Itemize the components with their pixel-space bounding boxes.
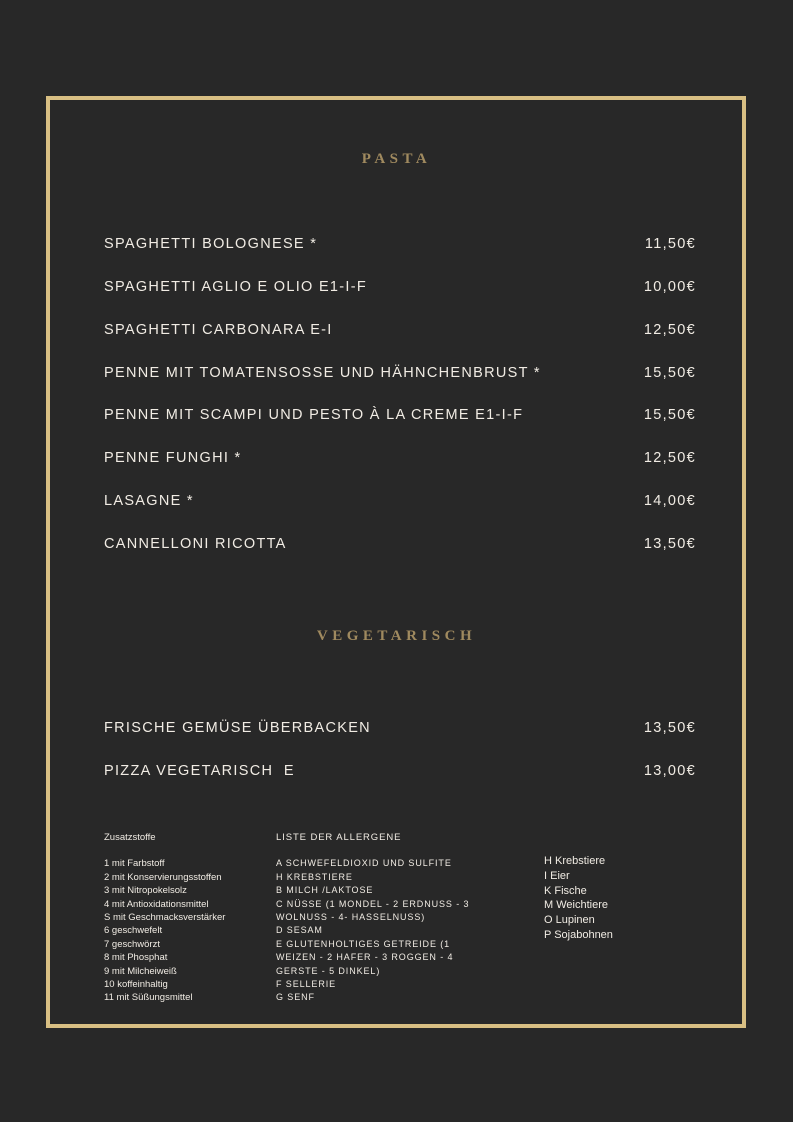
additive-line: 3 mit Nitropokelsolz <box>104 885 187 897</box>
menu-item-price: 15,50€ <box>643 407 696 423</box>
allergen-extra-line: P Sojabohnen <box>544 928 613 941</box>
allergen-line: H KREBSTIERE <box>276 871 353 882</box>
menu-item-price: 10,00€ <box>643 279 696 295</box>
additive-line: 4 mit Antioxidationsmittel <box>104 898 209 910</box>
menu-item-price: 15,50€ <box>643 365 696 381</box>
menu-item <box>104 491 696 511</box>
allergen-extra-line: O Lupinen <box>544 914 595 927</box>
menu-item <box>104 405 696 425</box>
allergen-line: WOLNUSS - 4- HASSELNUSS) <box>276 912 426 923</box>
additive-line: 11 mit Süßungsmittel <box>104 992 193 1004</box>
additives-list <box>104 831 225 1005</box>
menu-item <box>104 448 696 468</box>
allergen-title: LISTE DER ALLERGENE <box>276 832 402 843</box>
menu-item-price: 14,00€ <box>643 493 696 509</box>
additives-title: Zusatzstoffe <box>104 832 156 843</box>
additive-line: 7 geschwörzt <box>104 938 160 950</box>
allergen-extra-line: I Eier <box>544 869 570 882</box>
menu-item-price: 13,50€ <box>643 536 696 552</box>
additive-line: S mit Geschmacksverstärker <box>104 912 226 924</box>
menu-item-price: 12,50€ <box>643 322 696 338</box>
allergen-line: GERSTE - 5 DINKEL) <box>276 965 381 976</box>
allergen-extra-line: M Weichtiere <box>544 899 608 912</box>
allergen-line: G SENF <box>276 992 315 1003</box>
menu-item-name: SPAGHETTI AGLIO E OLIO E1-I-F <box>104 279 368 295</box>
additive-line: 10 koffeinhaltig <box>104 979 168 991</box>
allergen-line: C NÜSSE (1 MONDEL - 2 ERDNUSS - 3 <box>276 898 470 909</box>
additive-line: 6 geschwefelt <box>104 925 163 937</box>
allergen-list <box>276 831 469 1005</box>
menu-item-name: CANNELLONI RICOTTA <box>104 536 287 552</box>
menu-item-name: PIZZA VEGETARISCH E <box>104 763 295 779</box>
menu-item <box>104 277 696 297</box>
section-title-vegetarisch: VEGETARISCH <box>316 628 477 644</box>
additive-line: 9 mit Milcheiweiß <box>104 965 177 977</box>
allergen-line: B MILCH /LAKTOSE <box>276 885 374 896</box>
menu-item-price: 13,50€ <box>643 720 696 736</box>
allergen-extra-list <box>544 854 613 943</box>
additive-line: 8 mit Phosphat <box>104 952 168 964</box>
allergen-extra-line: K Fische <box>544 884 587 897</box>
menu-item-price: 11,50€ <box>644 236 696 252</box>
additive-line: 1 mit Farbstoff <box>104 858 165 870</box>
allergen-line: E GLUTENHOLTIGES GETREIDE (1 <box>276 938 451 949</box>
section-title-pasta: PASTA <box>361 151 432 167</box>
allergen-line: F SELLERIE <box>276 979 337 990</box>
menu-item <box>104 761 696 781</box>
menu-item <box>104 234 696 254</box>
menu-item-name: SPAGHETTI BOLOGNESE * <box>104 236 318 252</box>
allergen-extra-line: H Krebstiere <box>544 855 606 867</box>
allergen-line: D SESAM <box>276 925 323 936</box>
menu-item-name: SPAGHETTI CARBONARA E-I <box>104 322 333 338</box>
menu-item-name: PENNE MIT TOMATENSOSSE UND HÄHNCHENBRUST * <box>104 365 541 381</box>
additive-line: 2 mit Konservierungsstoffen <box>104 871 222 883</box>
menu-item-name: PENNE FUNGHI * <box>104 450 242 466</box>
menu-item-name: FRISCHE GEMÜSE ÜBERBACKEN <box>104 720 371 736</box>
menu-item <box>104 534 696 554</box>
menu-item-price: 12,50€ <box>643 450 696 466</box>
allergen-line: A SCHWEFELDIOXID UND SULFITE <box>276 858 452 869</box>
menu-item-price: 13,00€ <box>643 763 696 779</box>
menu-item-name: LASAGNE * <box>104 493 194 509</box>
menu-item <box>104 363 696 383</box>
menu-item-name: PENNE MIT SCAMPI UND PESTO À LA CREME E1-I-F <box>104 407 524 423</box>
allergen-line: WEIZEN - 2 HAFER - 3 ROGGEN - 4 <box>276 952 454 963</box>
menu-item <box>104 718 696 738</box>
menu-item <box>104 320 696 340</box>
